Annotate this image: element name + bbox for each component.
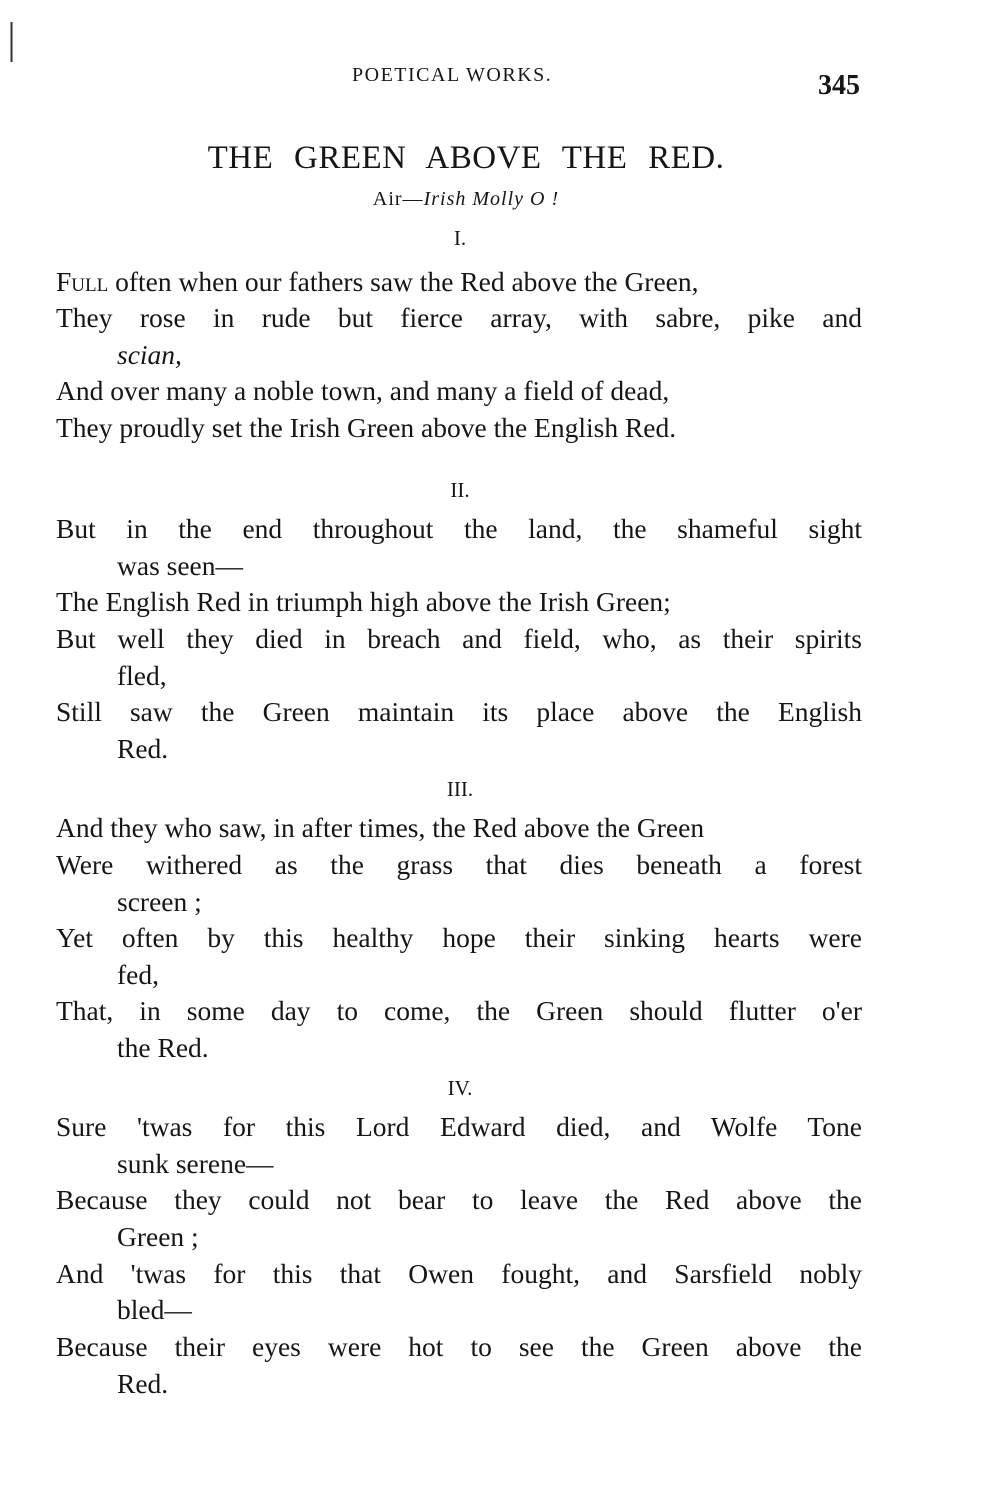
verse-line: But well they died in breach and field, who, as their spirits [56, 623, 862, 654]
air-label: Air— [372, 188, 424, 210]
verse-line: And over many a noble town, and many a field of dead, [56, 375, 670, 406]
stanza-number: III. [446, 777, 474, 801]
verse-line: They proudly set the Irish Green above the English Red. [56, 412, 677, 443]
verse-line-continuation: fed, [117, 959, 159, 990]
verse-line: Because their eyes were hot to see the Green above the [56, 1331, 862, 1362]
verse-line: They rose in rude but fierce array, with sabre, pike and [56, 302, 862, 333]
verse-line: But in the end throughout the land, the shameful sight [56, 513, 862, 544]
verse-line-rest: often when our fathers saw the Red above the Green, [108, 266, 699, 297]
verse-line-continuation: Red. [117, 733, 169, 764]
air-tune: Irish Molly O ! [423, 188, 560, 210]
verse-line: Yet often by this healthy hope their sinking hearts were [56, 922, 862, 953]
verse-line-continuation: Red. [117, 1368, 169, 1399]
verse-line-continuation: the Red. [117, 1032, 209, 1063]
verse-line-continuation: was seen— [117, 550, 244, 581]
verse-line: The English Red in triumph high above the Irish Green; [56, 586, 671, 617]
stanza-number: I. [453, 226, 467, 250]
running-title: POETICAL WORKS. [352, 64, 553, 86]
verse-line-continuation: Green ; [117, 1221, 199, 1252]
stanza-number: II. [450, 478, 470, 502]
verse-line-continuation: scian, [117, 339, 182, 370]
verse-line [56, 264, 862, 300]
page-number: 345 [818, 70, 860, 101]
verse-line: Because they could not bear to leave the Red above the [56, 1184, 862, 1215]
air-line [0, 188, 932, 211]
margin-mark [10, 22, 13, 62]
verse-line: Sure 'twas for this Lord Edward died, and Wolfe Tone [56, 1111, 862, 1142]
poem-title: THE GREEN ABOVE THE RED. [207, 140, 725, 176]
verse-line: Were withered as the grass that dies beneath a forest [56, 849, 862, 880]
verse-line: Still saw the Green maintain its place above the English [56, 696, 862, 727]
verse-line: That, in some day to come, the Green should flutter o'er [56, 995, 862, 1026]
initial-word: Full [56, 266, 109, 297]
verse-line-continuation: sunk serene— [117, 1148, 274, 1179]
stanza-number: IV. [447, 1076, 473, 1100]
verse-line-continuation: screen ; [117, 886, 202, 917]
verse-line: And they who saw, in after times, the Red above the Green [56, 812, 705, 843]
verse-line-continuation: bled— [117, 1294, 192, 1325]
verse-line: And 'twas for this that Owen fought, and Sarsfield nobly [56, 1258, 862, 1289]
verse-line-continuation: fled, [117, 660, 167, 691]
